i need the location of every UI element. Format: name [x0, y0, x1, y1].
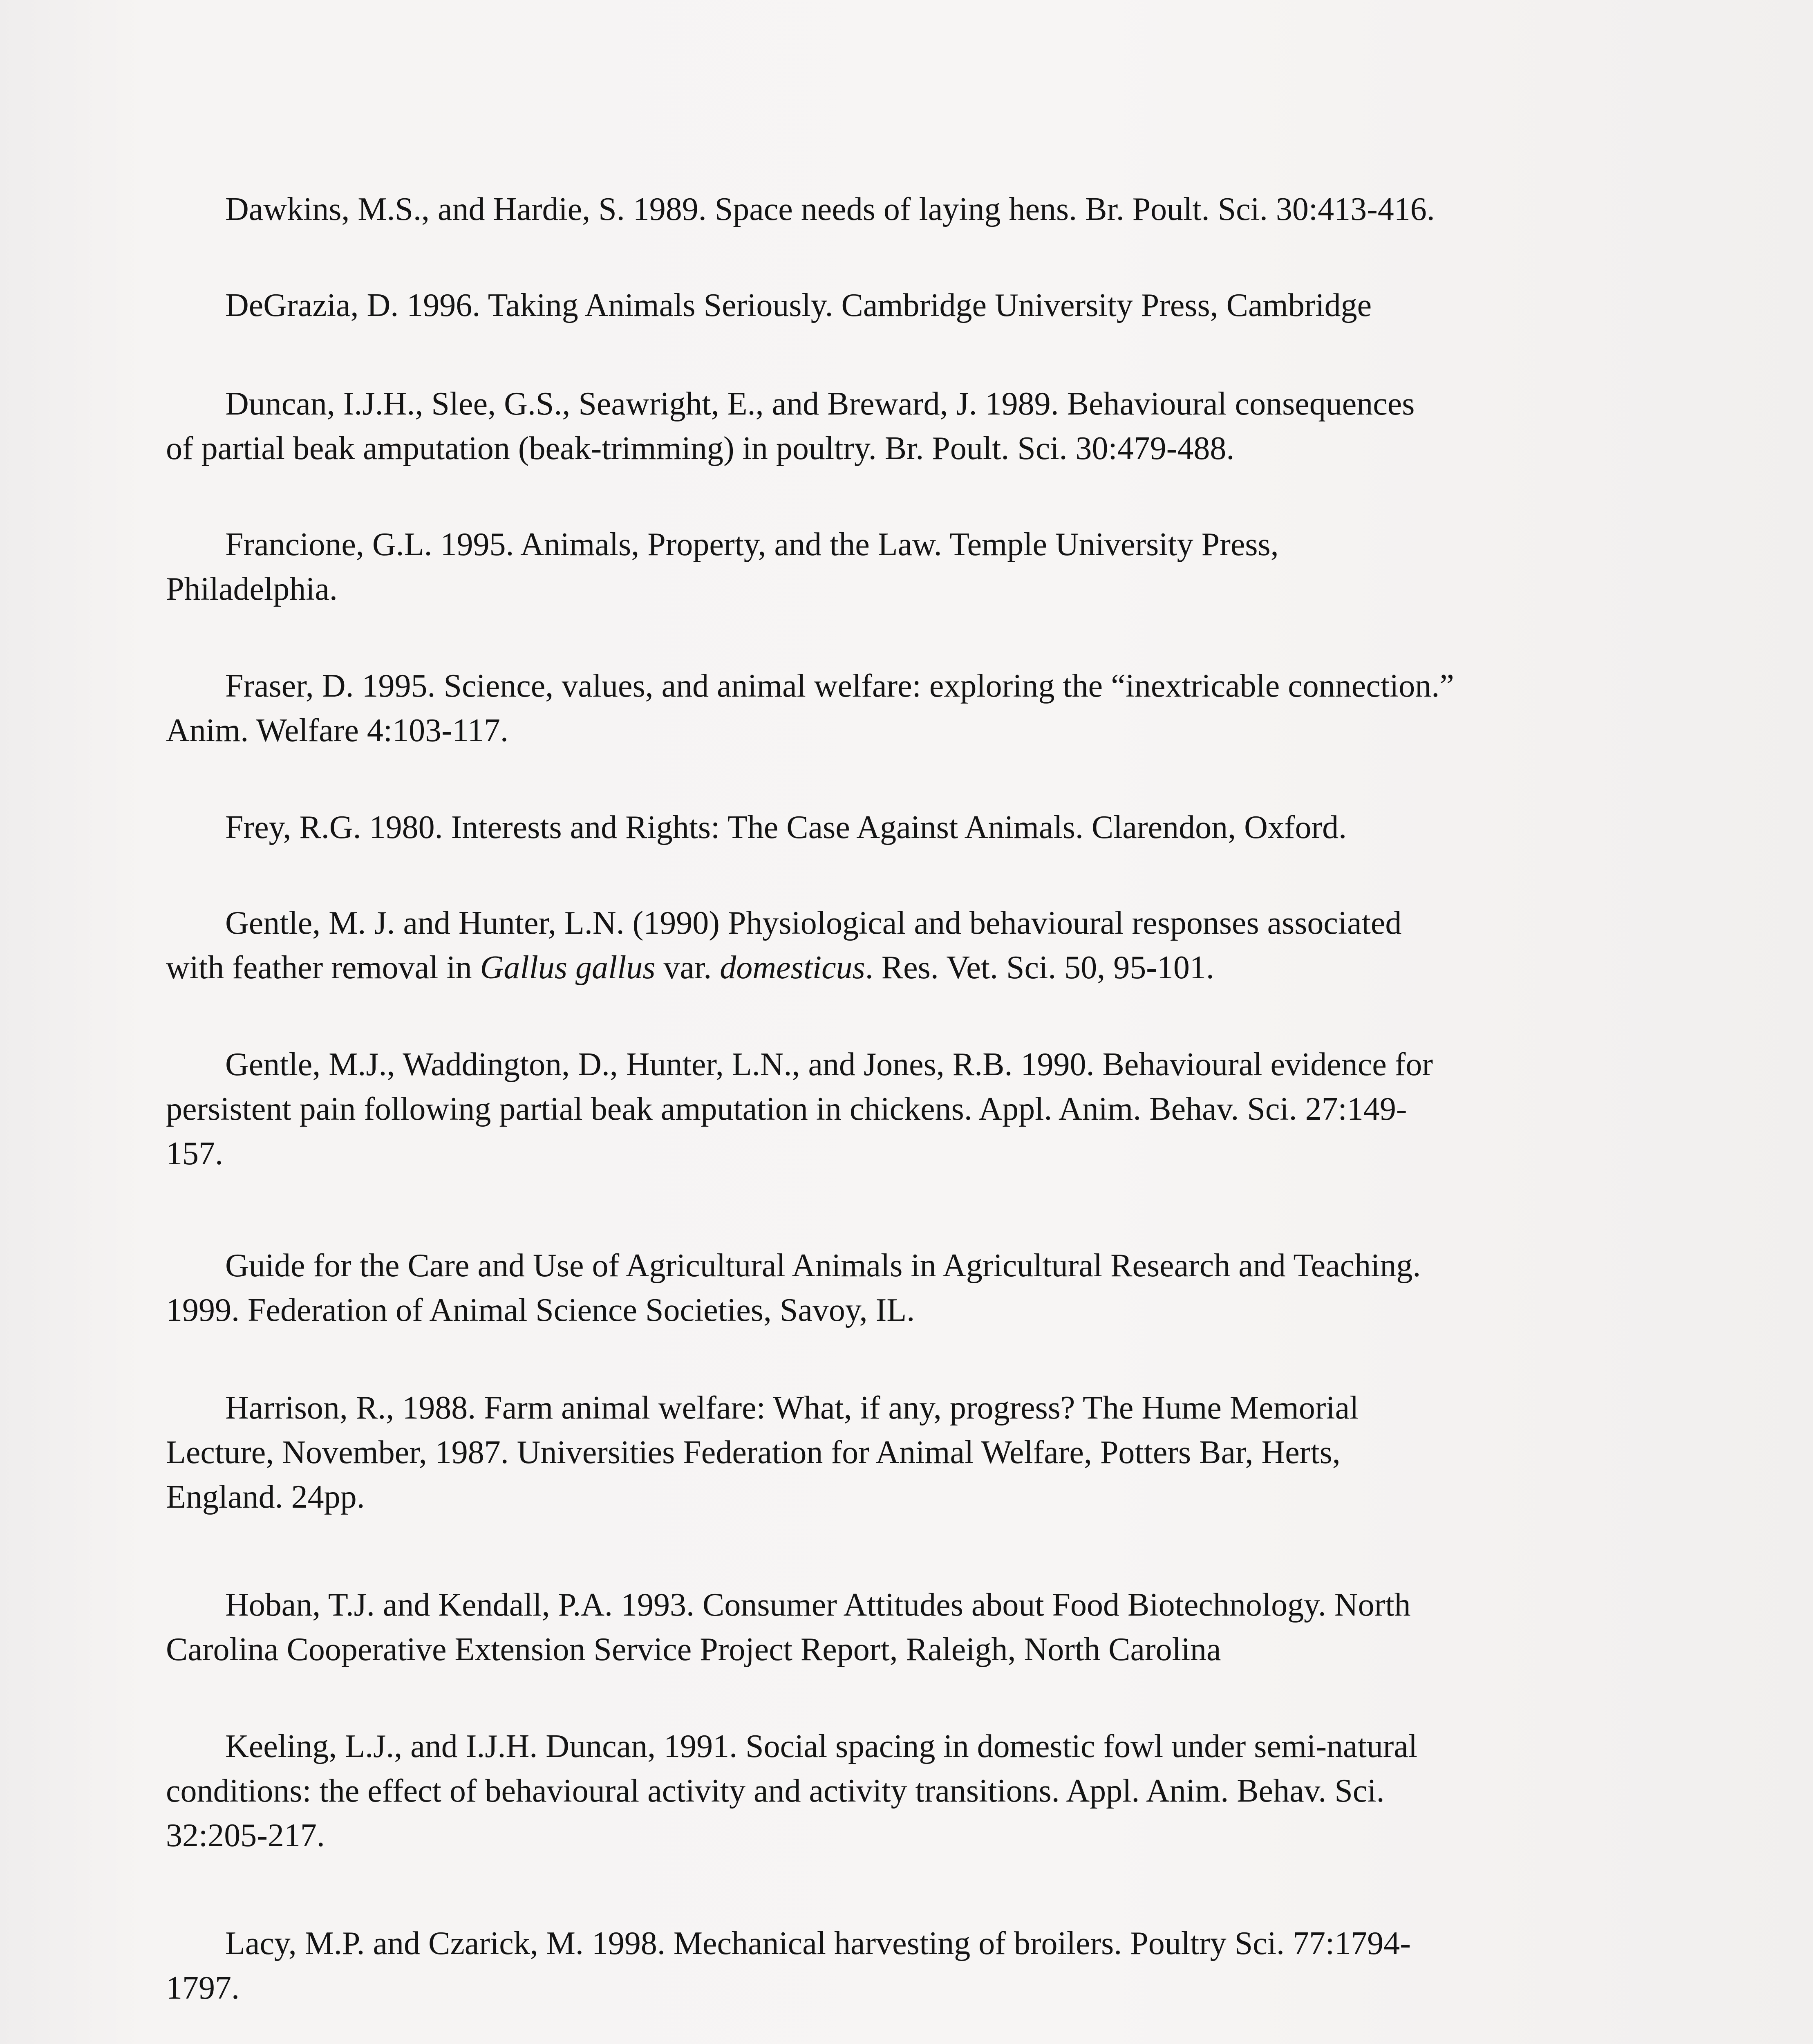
reference-line: Harrison, R., 1988. Farm animal welfare: What, if any, progress? The Hume Memorial	[225, 1390, 1359, 1426]
reference-line: Gentle, M.J., Waddington, D., Hunter, L.N., and Jones, R.B. 1990. Behavioural evidence for	[225, 1047, 1433, 1083]
reference-entry	[166, 901, 1401, 990]
reference-line: Francione, G.L. 1995. Animals, Property, and the Law. Temple University Press,	[225, 527, 1279, 563]
reference-line: conditions: the effect of behavioural activity and activity transitions. Appl. Anim. Behav. Sci.	[166, 1773, 1385, 1809]
reference-line: Carolina Cooperative Extension Service Project Report, Raleigh, North Carolina	[166, 1632, 1221, 1667]
reference-entry	[166, 1921, 1411, 2010]
reference-line: Gentle, M. J. and Hunter, L.N. (1990) Physiological and behavioural responses associated	[225, 905, 1402, 941]
reference-line: 32:205-217.	[166, 1818, 325, 1853]
reference-line: Lecture, November, 1987. Universities Federation for Animal Welfare, Potters Bar, Herts,	[166, 1434, 1341, 1470]
reference-line: Hoban, T.J. and Kendall, P.A. 1993. Consumer Attitudes about Food Biotechnology. North	[225, 1587, 1411, 1623]
reference-line: DeGrazia, D. 1996. Taking Animals Seriously. Cambridge University Press, Cambridge	[225, 287, 1372, 323]
reference-entry	[166, 382, 1415, 471]
reference-entry	[166, 1724, 1417, 1858]
reference-line: persistent pain following partial beak amputation in chickens. Appl. Anim. Behav. Sci. 27:149-	[166, 1091, 1407, 1127]
reference-line: Anim. Welfare 4:103-117.	[166, 713, 508, 749]
reference-line: 157.	[166, 1136, 223, 1172]
reference-line: Fraser, D. 1995. Science, values, and animal welfare: exploring the “inextricable connection.”	[225, 668, 1454, 704]
reference-entry	[166, 664, 1454, 753]
reference-line: Lacy, M.P. and Czarick, M. 1998. Mechanical harvesting of broilers. Poultry Sci. 77:1794-	[225, 1925, 1411, 1961]
reference-line: of partial beak amputation (beak-trimming) in poultry. Br. Poult. Sci. 30:479-488.	[166, 430, 1235, 466]
reference-entry	[166, 1244, 1421, 1333]
reference-entry	[166, 187, 1435, 232]
reference-line: Keeling, L.J., and I.J.H. Duncan, 1991. Social spacing in domestic fowl under semi-natural	[225, 1728, 1418, 1764]
reference-line: Dawkins, M.S., and Hardie, S. 1989. Space needs of laying hens. Br. Poult. Sci. 30:413-416.	[225, 191, 1435, 227]
reference-entry	[166, 283, 1372, 328]
reference-line: with feather removal in Gallus gallus var. domesticus. Res. Vet. Sci. 50, 95-101.	[166, 950, 1214, 986]
reference-entry	[166, 1386, 1359, 1520]
reference-entry	[166, 522, 1279, 612]
reference-entry	[166, 805, 1347, 850]
reference-line: England. 24pp.	[166, 1479, 365, 1515]
reference-entry	[166, 1042, 1433, 1176]
reference-line: Guide for the Care and Use of Agricultural Animals in Agricultural Research and Teaching.	[225, 1248, 1421, 1284]
reference-entry	[166, 1583, 1411, 1672]
reference-line: 1999. Federation of Animal Science Societies, Savoy, IL.	[166, 1292, 915, 1328]
reference-line: 1797.	[166, 1970, 239, 2006]
reference-line: Frey, R.G. 1980. Interests and Rights: The Case Against Animals. Clarendon, Oxford.	[225, 809, 1347, 845]
reference-line: Philadelphia.	[166, 571, 338, 607]
reference-line: Duncan, I.J.H., Slee, G.S., Seawright, E., and Breward, J. 1989. Behavioural consequences	[225, 386, 1415, 422]
